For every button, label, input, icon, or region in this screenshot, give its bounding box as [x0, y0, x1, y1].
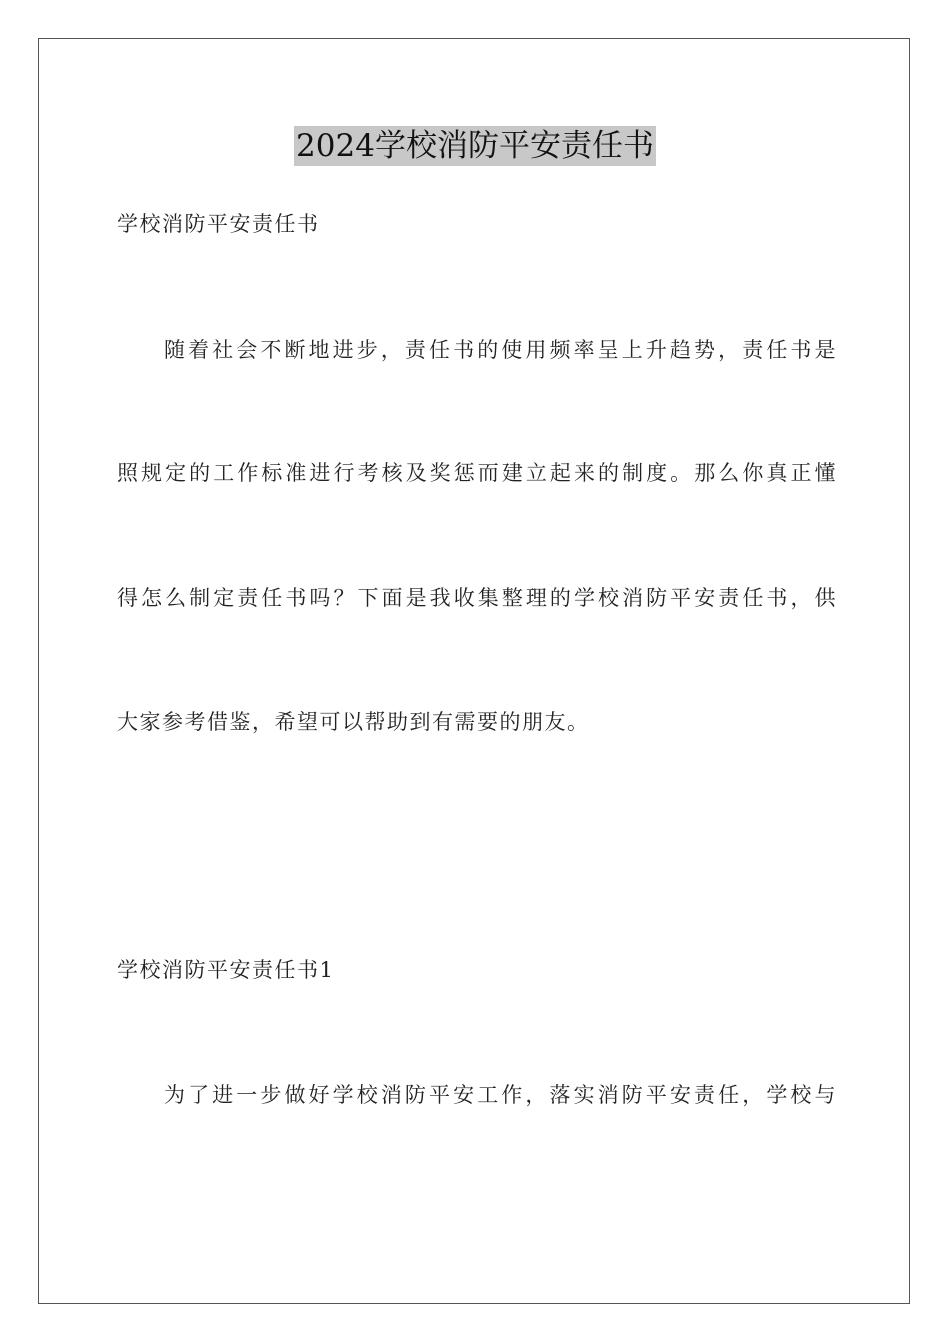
- document-title: 2024学校消防平安责任书: [296, 128, 654, 164]
- intro-line-2: 照规定的工作标准进行考核及奖惩而建立起来的制度。那么你真正懂: [117, 461, 837, 485]
- intro-line-1: 随着社会不断地进步，责任书的使用频率呈上升趋势，责任书是: [164, 338, 837, 362]
- section-heading: 学校消防平安责任书1: [117, 958, 335, 982]
- intro-line-3: 得怎么制定责任书吗？下面是我收集整理的学校消防平安责任书，供: [117, 586, 837, 610]
- subheading: 学校消防平安责任书: [117, 212, 320, 236]
- intro-line-4: 大家参考借鉴，希望可以帮助到有需要的朋友。: [117, 710, 590, 734]
- section-line-1: 为了进一步做好学校消防平安工作，落实消防平安责任，学校与: [164, 1083, 837, 1107]
- title-container: [0, 126, 950, 166]
